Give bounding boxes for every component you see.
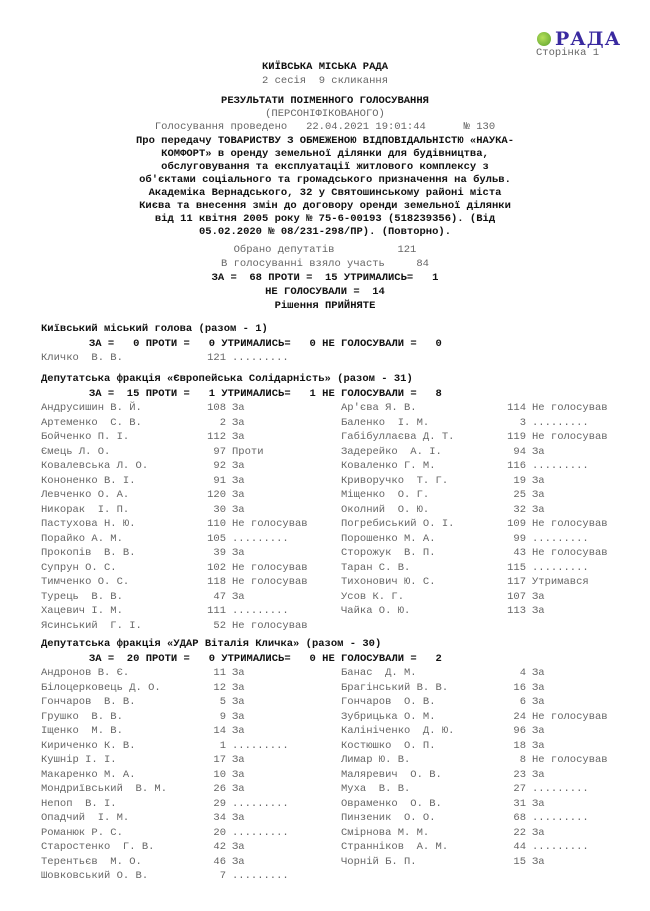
table-row bbox=[41, 768, 545, 783]
deputy-name: Ар'єва Я. В. bbox=[341, 402, 417, 414]
deputy-vote: За bbox=[232, 754, 245, 766]
deputy-vote: Не голосував bbox=[232, 561, 308, 574]
deputy-vote: За bbox=[232, 710, 245, 723]
page-number: Сторінка 1 bbox=[536, 47, 600, 59]
deputy-seat-number: 47 bbox=[213, 590, 226, 603]
deputy-vote: За bbox=[532, 725, 545, 737]
deputy-name: Калініченко Д. Ю. bbox=[341, 725, 455, 737]
participated-count: В голосуванні взяло участь 84 bbox=[221, 258, 429, 270]
faction-counts: ЗА = 15 ПРОТИ = 1 УТРИМАЛИСЬ= 1 НЕ ГОЛОСУВАЛИ = 8 bbox=[89, 387, 442, 400]
deputy-name: Сторожук В. П. bbox=[341, 547, 436, 559]
deputy-name: Тимченко О. С. bbox=[41, 576, 130, 588]
subject-line: Про передачу ТОВАРИСТВУ З ОБМЕЖЕНОЮ ВІДПОВІДАЛЬНІСТЮ «НАУКА- bbox=[135, 135, 515, 147]
deputy-name: Околний О. Ю. bbox=[341, 503, 430, 516]
deputy-name: Лимар Ю. В. bbox=[341, 754, 411, 766]
deputy-seat-number: 24 bbox=[513, 710, 526, 723]
deputy-name: Макаренко М. А. bbox=[41, 768, 136, 781]
deputy-seat-number: 105 bbox=[207, 532, 226, 545]
deputy-seat-number: 27 bbox=[513, 783, 526, 795]
deputy-seat-number: 52 bbox=[213, 619, 226, 632]
table-row bbox=[41, 855, 545, 870]
deputy-vote: ......... bbox=[532, 561, 589, 574]
deputy-seat-number: 30 bbox=[213, 503, 226, 516]
deputy-seat-number: 120 bbox=[207, 489, 226, 501]
deputy-seat-number: 109 bbox=[507, 518, 526, 530]
deputy-name: Банас Д. М. bbox=[341, 667, 417, 679]
section-mayor bbox=[41, 322, 442, 366]
deputy-vote: За bbox=[532, 797, 545, 810]
deputy-name: Супрун О. С. bbox=[41, 561, 117, 574]
document-title: РЕЗУЛЬТАТИ ПОІМЕННОГО ГОЛОСУВАННЯ bbox=[221, 95, 429, 107]
deputy-name: Габібуллаєва Д. Т. bbox=[341, 431, 455, 443]
elected-count: Обрано депутатів 121 bbox=[233, 244, 417, 256]
logo-emblem-icon bbox=[537, 32, 551, 46]
deputy-name: Тихонович Ю. С. bbox=[341, 576, 436, 588]
table-row bbox=[41, 811, 589, 826]
deputy-name: Ясинський Г. І. bbox=[41, 619, 142, 632]
deputy-vote: За bbox=[532, 696, 545, 708]
deputy-seat-number: 121 bbox=[207, 352, 226, 364]
not-voted-total: НЕ ГОЛОСУВАЛИ = 14 bbox=[265, 286, 385, 298]
deputy-name: Кличко В. В. bbox=[41, 352, 123, 364]
deputy-vote: За bbox=[532, 681, 545, 694]
deputy-name: Кириченко К. В. bbox=[41, 739, 136, 752]
deputy-seat-number: 91 bbox=[213, 474, 226, 487]
deputy-vote: За bbox=[232, 783, 245, 795]
deputy-name: Криворучко Т. Г. bbox=[341, 474, 449, 487]
table-row bbox=[41, 575, 589, 590]
deputy-vote: За bbox=[232, 696, 245, 708]
deputy-name: Іщенко М. В. bbox=[41, 725, 123, 737]
deputy-name: Міщенко О. Г. bbox=[341, 489, 430, 501]
table-row bbox=[41, 681, 545, 696]
table-row bbox=[41, 619, 442, 634]
deputy-vote: Не голосував bbox=[532, 402, 608, 414]
deputy-name: Брагінський В. В. bbox=[341, 681, 449, 694]
deputy-name: Задерейко А. І. bbox=[341, 445, 442, 458]
deputy-vote: Проти bbox=[232, 445, 264, 458]
table-row bbox=[41, 546, 608, 561]
deputy-vote: За bbox=[532, 590, 545, 603]
deputy-seat-number: 15 bbox=[513, 855, 526, 868]
table-row bbox=[41, 710, 608, 725]
deputy-seat-number: 97 bbox=[213, 445, 226, 458]
table-row bbox=[41, 445, 545, 460]
deputy-vote: ......... bbox=[232, 826, 289, 839]
deputy-seat-number: 113 bbox=[507, 605, 526, 617]
deputy-seat-number: 112 bbox=[207, 431, 226, 443]
deputy-vote: ......... bbox=[232, 352, 289, 364]
deputy-name: Андронов В. Є. bbox=[41, 667, 130, 679]
deputy-seat-number: 117 bbox=[507, 576, 526, 588]
faction-counts: ЗА = 0 ПРОТИ = 0 УТРИМАЛИСЬ= 0 НЕ ГОЛОСУВАЛИ = 0 bbox=[89, 337, 442, 350]
table-row bbox=[41, 561, 589, 576]
deputy-seat-number: 34 bbox=[213, 812, 226, 824]
deputy-seat-number: 2 bbox=[219, 416, 226, 429]
deputy-seat-number: 99 bbox=[513, 532, 526, 545]
subject-line: КОМФОРТ» в оренду земельної ділянки для будівництва, bbox=[161, 148, 489, 160]
table-row bbox=[41, 459, 589, 474]
deputy-seat-number: 107 bbox=[507, 590, 526, 603]
faction-title: Київський міський голова (разом - 1) bbox=[41, 323, 268, 335]
deputy-name: Пинзеник О. О. bbox=[341, 812, 436, 824]
deputy-vote: За bbox=[232, 474, 245, 487]
deputy-name: Кононенко В. І. bbox=[41, 474, 136, 487]
deputy-seat-number: 102 bbox=[207, 561, 226, 574]
deputy-seat-number: 10 bbox=[213, 768, 226, 781]
deputy-vote: ......... bbox=[232, 870, 289, 882]
subject-line: обслуговування та експлуатації житлового комплексу з bbox=[161, 161, 489, 173]
deputy-seat-number: 114 bbox=[507, 402, 526, 414]
table-row bbox=[41, 474, 545, 489]
deputy-vote: За bbox=[532, 739, 545, 752]
session-info: 2 сесія 9 скликання bbox=[261, 75, 389, 87]
deputy-vote: Не голосував bbox=[232, 576, 308, 588]
subject-line: від 11 квітня 2005 року № 75-6-00193 (518239356). (Від bbox=[154, 213, 496, 225]
deputy-seat-number: 115 bbox=[507, 561, 526, 574]
deputy-name: Маляревич О. В. bbox=[341, 768, 442, 781]
table-row bbox=[41, 840, 589, 855]
deputy-vote: За bbox=[532, 826, 545, 839]
deputy-seat-number: 43 bbox=[513, 547, 526, 559]
deputy-name: Артеменко С. В. bbox=[41, 416, 142, 429]
deputy-name: Турець В. В. bbox=[41, 590, 123, 603]
deputy-vote: За bbox=[232, 402, 245, 414]
faction-title: Депутатська фракція «УДАР Віталія Кличка» (разом - 30) bbox=[41, 638, 382, 650]
deputy-vote: За bbox=[532, 768, 545, 781]
deputy-seat-number: 3 bbox=[519, 416, 526, 429]
subject-line: об'єктами соціального та громадського призначення на бульв. bbox=[139, 174, 511, 186]
deputy-vote: За bbox=[532, 489, 545, 501]
table-row bbox=[41, 739, 545, 754]
deputy-name: Чайка О. Ю. bbox=[341, 605, 411, 617]
subject-line: Академіка Вернадського, 32 у Святошинському районі міста bbox=[148, 187, 502, 199]
deputy-vote: Не голосував bbox=[532, 431, 608, 443]
deputy-name: Кушнір І. І. bbox=[41, 754, 117, 766]
deputy-vote: За bbox=[232, 768, 245, 781]
deputy-vote: Не голосував bbox=[532, 547, 608, 559]
deputy-name: Мондриївський В. М. bbox=[41, 783, 168, 795]
deputy-name: Чорній Б. П. bbox=[341, 855, 417, 868]
deputy-name: Грушко В. В. bbox=[41, 710, 123, 723]
deputy-name: Білоцерковець Д. О. bbox=[41, 681, 161, 694]
deputy-vote: За bbox=[532, 605, 545, 617]
deputy-seat-number: 6 bbox=[519, 696, 526, 708]
deputy-name: Костюшко О. П. bbox=[341, 739, 436, 752]
faction-counts: ЗА = 20 ПРОТИ = 0 УТРИМАЛИСЬ= 0 НЕ ГОЛОСУВАЛИ = 2 bbox=[89, 652, 442, 665]
deputy-vote: Утримався bbox=[532, 576, 589, 588]
deputy-name: Смірнова М. М. bbox=[341, 826, 430, 839]
deputy-name: Бойченко П. І. bbox=[41, 431, 130, 443]
deputy-name: Ковалевська Л. О. bbox=[41, 460, 149, 472]
deputy-name: Романюк Р. С. bbox=[41, 826, 123, 839]
table-row bbox=[41, 826, 545, 841]
deputy-vote: За bbox=[232, 460, 245, 472]
deputy-seat-number: 46 bbox=[213, 855, 226, 868]
deputy-seat-number: 14 bbox=[213, 725, 226, 737]
deputy-name: Ємець Л. О. bbox=[41, 445, 111, 458]
deputy-vote: ......... bbox=[532, 812, 589, 824]
document-subtitle: (ПЕРСОНІФІКОВАНОГО) bbox=[265, 108, 385, 120]
deputy-name: Муха В. В. bbox=[341, 783, 411, 795]
vote-datetime: Голосування проведено 22.04.2021 19:01:44 № 130 bbox=[154, 121, 496, 133]
deputy-vote: За bbox=[232, 855, 245, 868]
deputy-vote: За bbox=[232, 547, 245, 559]
deputy-seat-number: 42 bbox=[213, 841, 226, 853]
deputy-vote: ......... bbox=[232, 605, 289, 617]
table-row bbox=[41, 590, 545, 605]
deputy-name: Усов К. Г. bbox=[341, 590, 405, 603]
deputy-name: Старостенко Г. В. bbox=[41, 841, 155, 853]
deputy-vote: ......... bbox=[232, 739, 289, 752]
deputy-vote: За bbox=[532, 855, 545, 868]
deputy-vote: За bbox=[532, 445, 545, 458]
deputy-vote: За bbox=[532, 667, 545, 679]
deputy-name: Опадчий І. М. bbox=[41, 812, 130, 824]
section-udar bbox=[41, 637, 608, 884]
deputy-name: Непоп В. І. bbox=[41, 797, 117, 810]
deputy-vote: За bbox=[232, 503, 245, 516]
deputy-name: Гончаров О. В. bbox=[341, 696, 436, 708]
deputy-name: Странніков А. М. bbox=[341, 841, 449, 853]
table-row bbox=[41, 517, 608, 532]
deputy-vote: За bbox=[232, 841, 245, 853]
deputy-vote: За bbox=[232, 431, 245, 443]
deputy-seat-number: 18 bbox=[513, 739, 526, 752]
deputy-seat-number: 1 bbox=[219, 739, 226, 752]
deputy-name: Баленко І. М. bbox=[341, 416, 430, 429]
deputy-vote: За bbox=[232, 667, 245, 679]
deputy-seat-number: 5 bbox=[219, 696, 226, 708]
table-row bbox=[41, 695, 545, 710]
table-row bbox=[41, 401, 608, 416]
deputy-seat-number: 111 bbox=[207, 605, 226, 617]
deputy-seat-number: 22 bbox=[513, 826, 526, 839]
table-row bbox=[41, 532, 589, 547]
deputy-vote: ......... bbox=[532, 416, 589, 429]
deputy-seat-number: 17 bbox=[213, 754, 226, 766]
table-row bbox=[41, 724, 545, 739]
table-row bbox=[41, 416, 589, 431]
deputy-seat-number: 29 bbox=[213, 797, 226, 810]
vote-totals: ЗА = 68 ПРОТИ = 15 УТРИМАЛИСЬ= 1 bbox=[211, 272, 439, 284]
table-row bbox=[41, 782, 589, 797]
vote-subject bbox=[0, 135, 650, 239]
deputy-name: Шовковський О. В. bbox=[41, 870, 149, 882]
deputy-name: Порайко А. М. bbox=[41, 532, 123, 545]
deputy-seat-number: 9 bbox=[219, 710, 226, 723]
deputy-seat-number: 20 bbox=[213, 826, 226, 839]
table-row bbox=[41, 488, 545, 503]
section-european-solidarity bbox=[41, 372, 608, 633]
deputy-name: Таран С. В. bbox=[341, 561, 411, 574]
deputy-vote: За bbox=[232, 489, 245, 501]
deputy-vote: За bbox=[232, 681, 245, 694]
deputy-seat-number: 116 bbox=[507, 460, 526, 472]
deputy-vote: За bbox=[232, 725, 245, 737]
deputy-seat-number: 31 bbox=[513, 797, 526, 810]
table-row bbox=[41, 604, 545, 619]
deputy-seat-number: 26 bbox=[213, 783, 226, 795]
deputy-seat-number: 92 bbox=[213, 460, 226, 472]
deputy-seat-number: 12 bbox=[213, 681, 226, 694]
deputy-vote: За bbox=[232, 812, 245, 824]
table-row bbox=[41, 351, 442, 366]
deputy-seat-number: 110 bbox=[207, 518, 226, 530]
table-row bbox=[41, 666, 545, 681]
decision: Рішення ПРИЙНЯТЕ bbox=[274, 300, 376, 312]
deputy-name: Левченко О. А. bbox=[41, 489, 130, 501]
deputy-vote: За bbox=[532, 474, 545, 487]
deputy-vote: Не голосував bbox=[532, 710, 608, 723]
faction-title: Депутатська фракція «Європейська Солідарність» (разом - 31) bbox=[41, 373, 413, 385]
deputy-name: Погребиський О. І. bbox=[341, 518, 455, 530]
logo-text: РАДА bbox=[555, 28, 622, 50]
deputy-name: Пастухова Н. Ю. bbox=[41, 518, 136, 530]
deputy-seat-number: 16 bbox=[513, 681, 526, 694]
table-row bbox=[41, 503, 545, 518]
deputy-seat-number: 32 bbox=[513, 503, 526, 516]
deputy-seat-number: 94 bbox=[513, 445, 526, 458]
deputy-seat-number: 108 bbox=[207, 402, 226, 414]
deputy-seat-number: 7 bbox=[219, 870, 226, 882]
deputy-vote: ......... bbox=[232, 532, 289, 545]
deputy-vote: ......... bbox=[532, 460, 589, 472]
deputy-name: Андрусишин В. Й. bbox=[41, 402, 142, 414]
deputy-seat-number: 19 bbox=[513, 474, 526, 487]
deputy-seat-number: 23 bbox=[513, 768, 526, 781]
table-row bbox=[41, 869, 442, 884]
subject-line: Києва та внесення змін до договору оренди земельної ділянки bbox=[139, 200, 511, 212]
deputy-vote: ......... bbox=[532, 783, 589, 795]
deputy-seat-number: 4 bbox=[519, 667, 526, 679]
deputy-seat-number: 11 bbox=[213, 667, 226, 679]
deputy-seat-number: 39 bbox=[213, 547, 226, 559]
deputy-name: Гончаров В. В. bbox=[41, 696, 136, 708]
deputy-vote: ......... bbox=[532, 532, 589, 545]
deputy-seat-number: 44 bbox=[513, 841, 526, 853]
table-row bbox=[41, 753, 608, 768]
deputy-vote: ......... bbox=[232, 797, 289, 810]
deputy-vote: За bbox=[232, 590, 245, 603]
deputy-seat-number: 8 bbox=[519, 754, 526, 766]
deputy-seat-number: 68 bbox=[513, 812, 526, 824]
deputy-seat-number: 96 bbox=[513, 725, 526, 737]
deputy-vote: Не голосував bbox=[232, 518, 308, 530]
deputy-seat-number: 119 bbox=[507, 431, 526, 443]
deputy-name: Зубрицька О. М. bbox=[341, 710, 436, 723]
table-row bbox=[41, 797, 545, 812]
deputy-name: Порошенко М. А. bbox=[341, 532, 436, 545]
deputy-name: Прокопів В. В. bbox=[41, 547, 136, 559]
deputy-name: Никорак І. П. bbox=[41, 503, 130, 516]
deputy-vote: За bbox=[532, 503, 545, 516]
deputy-name: Хацевич І. М. bbox=[41, 605, 123, 617]
deputy-name: Терентьєв М. О. bbox=[41, 855, 142, 868]
table-row bbox=[41, 430, 608, 445]
deputy-vote: ......... bbox=[532, 841, 589, 853]
deputy-seat-number: 25 bbox=[513, 489, 526, 501]
deputy-name: Овраменко О. В. bbox=[341, 797, 442, 810]
deputy-vote: Не голосував bbox=[232, 619, 308, 632]
deputy-seat-number: 118 bbox=[207, 576, 226, 588]
deputy-vote: За bbox=[232, 416, 245, 429]
deputy-name: Коваленко Г. М. bbox=[341, 460, 436, 472]
council-title: КИЇВСЬКА МІСЬКА РАДА bbox=[261, 61, 389, 73]
deputy-vote: Не голосував bbox=[532, 754, 608, 766]
subject-line: 05.02.2020 № 08/231-298/ПР). (Повторно). bbox=[198, 226, 452, 238]
deputy-vote: Не голосував bbox=[532, 518, 608, 530]
